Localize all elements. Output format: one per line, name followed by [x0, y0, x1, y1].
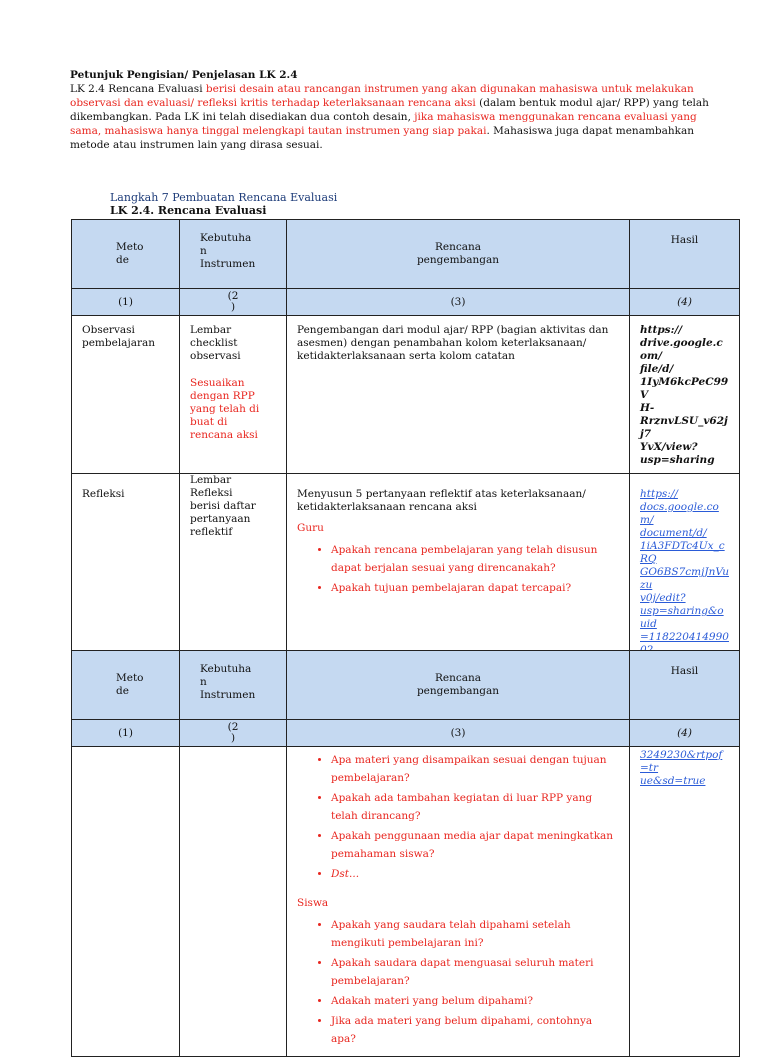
header-method: Meto de	[72, 220, 180, 289]
header-plan: Rencana pengembangan	[287, 220, 630, 289]
row2-plan: Menyusun 5 pertanyaan reflektif atas keterlaksanaan/ ketidakterlaksanaan rencana aksi	[297, 488, 586, 513]
row1-method: Observasi pembelajaran	[72, 316, 180, 474]
list-item: • Apakah ada tambahan kegiatan di luar RPP yang telah dirancang?	[331, 789, 619, 825]
header-plan: Rencana pengembangan	[287, 651, 630, 720]
list-item: • Dst...	[331, 865, 619, 883]
list-item: • Adakah materi yang belum dipahami?	[331, 992, 619, 1010]
row2-method: Refleksi	[72, 474, 180, 664]
row1-need: Lembar checklist observasi	[190, 324, 241, 362]
instructions	[70, 68, 710, 152]
num-2: (2 )	[180, 289, 287, 316]
text-normal: LK 2.4 Rencana Evaluasi	[70, 83, 206, 95]
list-item: • Apakah yang saudara telah dipahami setelah mengikuti pembelajaran ini?	[331, 916, 619, 952]
row1-result-link[interactable]: https:// drive.google.com/ file/d/ 1IyM6kcPeC99V H- RrznvLSU_v62jj7 YvX/view? usp=sharing	[630, 316, 740, 474]
row1-need-note: Sesuaikan dengan RPP yang telah di buat di rencana aksi	[190, 377, 260, 441]
row3-method	[72, 747, 180, 1057]
num-4: (4)	[630, 289, 740, 316]
row1-need-cell	[180, 316, 287, 474]
row2-plan-cell	[287, 474, 630, 664]
evaluation-table-2	[71, 650, 740, 1057]
list-item: • Apakah saudara dapat menguasai seluruh materi pembelajaran?	[331, 954, 619, 990]
instructions-paragraph	[70, 82, 710, 152]
header-result: Hasil	[630, 651, 740, 720]
header-result: Hasil	[630, 220, 740, 289]
list-item: • Apakah rencana pembelajaran yang telah disusun dapat berjalan sesuai yang direncanakah?	[331, 541, 619, 577]
number-row	[72, 720, 740, 747]
list-item: • Apakah penggunaan media ajar dapat meningkatkan pemahaman siswa?	[331, 827, 619, 863]
row2-result-link[interactable]: https:// docs.google.com/ document/d/ 1iA3FDTc4Ux_cRQ GO6BS7cmjJnVuzu v0j/edit? usp=sharing&ouid =118220414990	[630, 474, 740, 664]
row3-plan-cell	[287, 747, 630, 1057]
instructions-heading: Petunjuk Pengisian/ Penjelasan LK 2.4	[70, 69, 298, 81]
text-normal: . Mahasiswa juga dapat menambahkan metode atau instrumen lain yang dirasa sesuai.	[70, 125, 695, 151]
num-2: (2 )	[180, 720, 287, 747]
guru-questions-cont	[297, 751, 619, 883]
num-1: (1)	[72, 289, 180, 316]
header-row	[72, 220, 740, 289]
header-row	[72, 651, 740, 720]
evaluation-table-1	[71, 219, 740, 664]
table-row	[72, 316, 740, 474]
guru-questions	[297, 541, 619, 597]
step-subtitle: LK 2.4. Rencana Evaluasi	[110, 204, 267, 217]
header-need: Kebutuha n Instrumen	[180, 220, 287, 289]
num-4: (4)	[630, 720, 740, 747]
siswa-questions	[297, 916, 619, 1048]
row1-plan: Pengembangan dari modul ajar/ RPP (bagian aktivitas dan asesmen) dengan penambahan kolom keterlaksanaan/ ketidakterlaksanaan serta kolom catatan	[287, 316, 630, 474]
text-red: jika mahasiswa menggunakan rencana evaluasi yang sama, mahasiswa hanya tinggal melengkapi tautan instrumen yang siap pakai	[70, 111, 697, 137]
step-heading	[110, 191, 337, 217]
table-row	[72, 474, 740, 664]
num-1: (1)	[72, 720, 180, 747]
header-need: Kebutuha n Instrumen	[180, 651, 287, 720]
text-red: berisi desain atau rancangan instrumen yang akan digunakan mahasiswa untuk melakukan observasi dan evaluasi/ refleksi kritis terhadap keterlaksanaan rencana aksi	[70, 83, 694, 109]
list-item: • Jika ada materi yang belum dipahami, contohnya apa?	[331, 1012, 619, 1048]
step-title: Langkah 7 Pembuatan Rencana Evaluasi	[110, 191, 338, 204]
row3-result-link[interactable]: 3249230&rtpof=tr ue&sd=true	[630, 747, 740, 1057]
siswa-label: Siswa	[297, 897, 329, 909]
list-item: • Apakah tujuan pembelajaran dapat tercapai?	[331, 579, 619, 597]
num-3: (3)	[287, 289, 630, 316]
row2-need: Lembar Refleksi berisi daftar pertanyaan reflektif	[180, 474, 287, 664]
row3-need	[180, 747, 287, 1057]
number-row	[72, 289, 740, 316]
guru-label: Guru	[297, 522, 324, 534]
header-method: Meto de	[72, 651, 180, 720]
num-3: (3)	[287, 720, 630, 747]
list-item: • Apa materi yang disampaikan sesuai dengan tujuan pembelajaran?	[331, 751, 619, 787]
text-normal: (dalam bentuk modul ajar/ RPP) yang telah dikembangkan. Pada LK ini telah disediakan dua contoh desain,	[70, 97, 709, 123]
table-row	[72, 747, 740, 1057]
